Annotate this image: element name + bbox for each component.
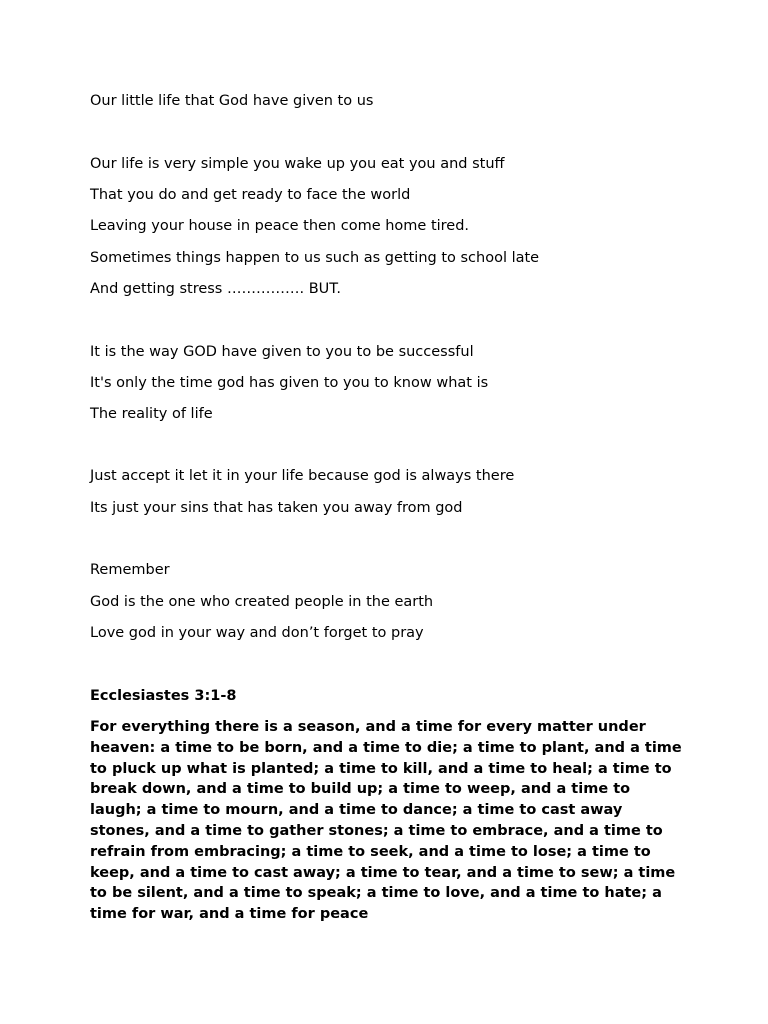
poem-line: Sometimes things happen to us such as getting to school late	[90, 250, 540, 266]
poem-line: It is the way GOD have given to you to be successful	[90, 344, 474, 360]
poem-line: Leaving your house in peace then come home tired.	[90, 218, 470, 234]
scripture-text: For everything there is a season, and a time for every matter under heaven: a time to be born, and a time to die; a time to plant, and a time to pluck up what is planted; a time to kill, and a time to heal; a time to break down, and a time to build up; a time to weep, and a time to laugh; a time to mourn, and a time to dance; a time to cast away stones, and a time to gather stones; a time to embrace, and a time to refrain from embracing; a time to seek, and a time to lose; a time to keep, and a time to cast away; a time to tear, and a time to sew; a time to be silent, and a time to speak; a time to love, and a time to hate; a time for war, and a time for peace	[90, 719, 682, 923]
poem-line: God is the one who created people in the earth	[90, 594, 434, 610]
poem-line: That you do and get ready to face the world	[90, 187, 411, 203]
poem-line: Just accept it let it in your life because god is always there	[90, 468, 515, 484]
poem-line: Its just your sins that has taken you away from god	[90, 500, 463, 516]
scripture-reference: Ecclesiastes 3:1-8	[90, 688, 237, 704]
poem-line: It's only the time god has given to you to know what is	[90, 375, 489, 391]
poem-line: Our life is very simple you wake up you eat you and stuff	[90, 156, 505, 172]
poem-line: Remember	[90, 562, 170, 578]
poem-line: The reality of life	[90, 406, 213, 422]
poem-title: Our little life that God have given to us	[90, 93, 374, 109]
poem-line: Love god in your way and don’t forget to pray	[90, 625, 424, 641]
poem-line: And getting stress ……………. BUT.	[90, 281, 341, 297]
